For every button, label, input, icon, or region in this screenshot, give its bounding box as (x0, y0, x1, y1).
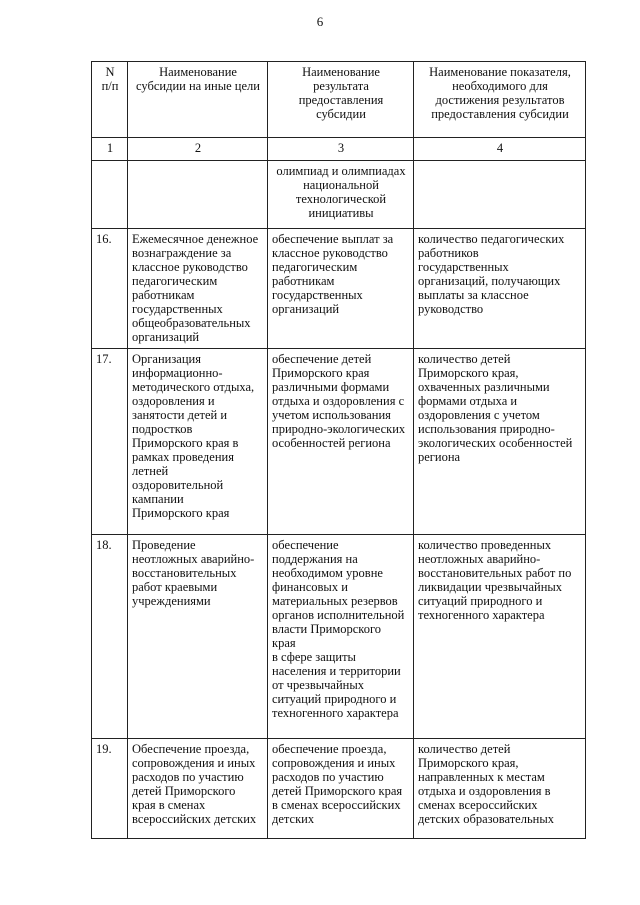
result-cell: обеспечение проезда, сопровождения и иных расходов по участию детей Приморского края в сменах всероссийских детских (268, 739, 414, 839)
row-number: 18. (92, 535, 128, 739)
subsidy-cell: Проведение неотложных аварийно- восстановительных работ краевыми учреждениями (128, 535, 268, 739)
indicator-cell: количество педагогических работников государственных организаций, получающих выплаты за классное руководство (414, 229, 586, 349)
result-cell: олимпиад и олимпиадах национальной технологической инициативы (268, 161, 414, 229)
table-cell (92, 161, 128, 229)
row-number: 16. (92, 229, 128, 349)
subsidy-cell: Организация информационно- методического отдыха, оздоровления и занятости детей и подростков Приморского края в рамках проведения летней оздоровительной кампании Приморского края (128, 349, 268, 535)
subsidy-table (91, 61, 586, 839)
subsidy-cell: Обеспечение проезда, сопровождения и иных расходов по участию детей Приморского края в сменах всероссийских детских (128, 739, 268, 839)
table-cell (128, 161, 268, 229)
table-row (92, 535, 586, 739)
column-index: 4 (414, 138, 586, 161)
column-index: 2 (128, 138, 268, 161)
table-row (92, 229, 586, 349)
page-number: 6 (316, 14, 324, 29)
header-cell: Наименование показателя, необходимого для достижения результатов предоставления субсидии (414, 62, 586, 138)
table-cell (414, 161, 586, 229)
indicator-cell: количество детей Приморского края, охваченных различными формами отдыха и оздоровления с учетом использования природно- экологических особенностей региона (414, 349, 586, 535)
indicator-cell: количество проведенных неотложных аварийно- восстановительных работ по ликвидации чрезвычайных ситуаций природного и техногенного характера (414, 535, 586, 739)
result-cell: обеспечение выплат за классное руководство педагогическим работникам государственных организаций (268, 229, 414, 349)
table-row (92, 739, 586, 839)
table-header-row (92, 62, 586, 138)
subsidy-cell: Ежемесячное денежное вознаграждение за классное руководство педагогическим работникам государственных общеобразовательных организаций (128, 229, 268, 349)
column-index: 3 (268, 138, 414, 161)
header-cell: Наименование субсидии на иные цели (128, 62, 268, 138)
result-cell: обеспечение детей Приморского края различными формами отдыха и оздоровления с учетом использования природно-экологических особенностей региона (268, 349, 414, 535)
result-cell: обеспечение поддержания на необходимом уровне финансовых и материальных резервов органов исполнительной власти Приморского края в сфере защиты населения и территории от чрезвычайных ситуаций природного и техногенного характера (268, 535, 414, 739)
row-number: 19. (92, 739, 128, 839)
column-index-row (92, 138, 586, 161)
header-cell: N п/п (92, 62, 128, 138)
row-number: 17. (92, 349, 128, 535)
table-row (92, 349, 586, 535)
header-cell: Наименование результата предоставления субсидии (268, 62, 414, 138)
column-index: 1 (92, 138, 128, 161)
continued-row (92, 161, 586, 229)
indicator-cell: количество детей Приморского края, направленных к местам отдыха и оздоровления в сменах всероссийских детских образовательных (414, 739, 586, 839)
